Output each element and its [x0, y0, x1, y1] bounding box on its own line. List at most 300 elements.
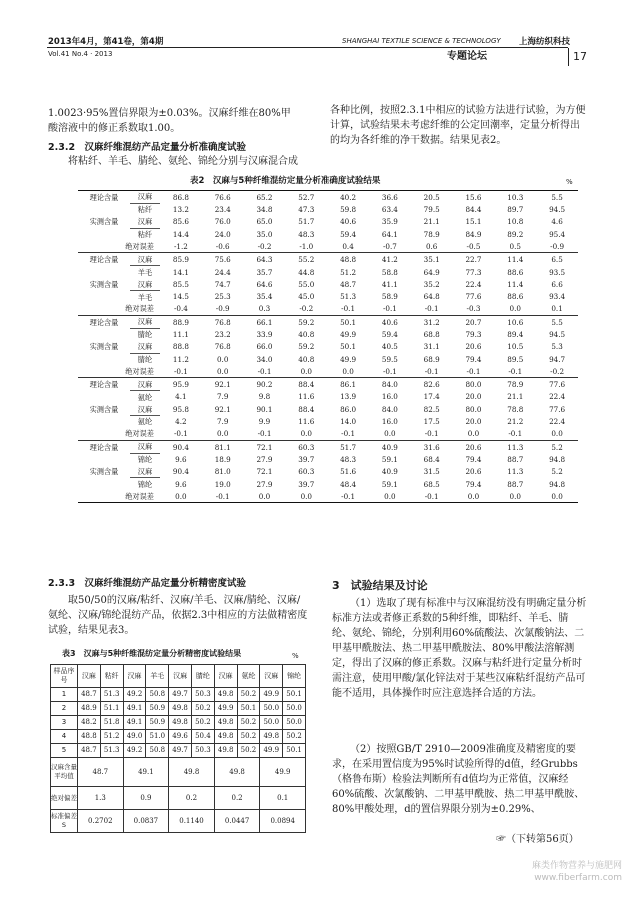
- table2-cell: 4.1: [175, 392, 187, 402]
- fiber-header: 粘纤: [100, 665, 123, 688]
- table3-cell: 50.3: [191, 688, 214, 702]
- table2-cell: 86.1: [327, 378, 369, 391]
- table2-cell: 85.5: [172, 279, 189, 289]
- fiber-name: 汉麻: [137, 467, 153, 477]
- table2-cell: 36.6: [369, 191, 411, 204]
- table2-cell: 35.9: [381, 217, 398, 227]
- fiber-name: 羊毛: [130, 291, 160, 303]
- table2-cell: 50.1: [340, 342, 357, 352]
- fiber-name: 腈纶: [130, 353, 160, 365]
- table3-row: [51, 730, 306, 744]
- table2-cell: 0.3: [258, 304, 271, 314]
- table2-cell: 20.5: [411, 191, 453, 204]
- table3-cell: 50.4: [191, 730, 214, 744]
- table2-cell: 5.2: [551, 467, 563, 477]
- row-label: 绝对误差: [125, 242, 154, 251]
- table2-cell: 51.3: [340, 292, 357, 302]
- table2-row: [78, 466, 578, 478]
- fiber-name: 汉麻: [137, 217, 153, 227]
- table2-cell: 47.3: [298, 205, 315, 215]
- table2-cell: 52.7: [285, 191, 327, 204]
- table2-row: [78, 303, 578, 315]
- table2-cell: 94.8: [549, 454, 566, 464]
- table2-cell: 7.9: [216, 392, 229, 402]
- fiber-name: 氨纶: [130, 391, 160, 403]
- table2-cell: 20.0: [465, 392, 482, 402]
- table2-cell: 90.4: [160, 440, 202, 453]
- table2-cell: 68.4: [423, 454, 440, 464]
- table2-cell: 51.2: [340, 267, 357, 277]
- table2-cell: 78.9: [423, 229, 440, 239]
- table3-cell: 50.1: [283, 688, 306, 702]
- summary-cell: 0.1140: [169, 810, 215, 833]
- table2-cell: 0.0: [300, 366, 312, 376]
- table2-cell: 84.4: [465, 205, 482, 215]
- fiber-name: 羊毛: [130, 266, 160, 278]
- row-label: [78, 228, 130, 240]
- table2-cell: 78.9: [494, 378, 536, 391]
- table3-summary-row: [51, 787, 306, 810]
- table2-cell: 11.6: [298, 392, 315, 402]
- table2-cell: 0.0: [369, 490, 411, 502]
- table2-cell: 20.0: [465, 417, 482, 427]
- table2-cell: 84.0: [369, 378, 411, 391]
- table3-cell: 49.2: [123, 688, 146, 702]
- table3-cell: 49.8: [214, 716, 237, 730]
- table2-cell: 48.3: [340, 454, 357, 464]
- table2-row: [78, 241, 578, 253]
- summary-cell: 0.9: [123, 787, 169, 810]
- table2-cell: 0.0: [509, 304, 521, 314]
- table2-cell: 77.6: [465, 292, 482, 302]
- table2-cell: 11.6: [298, 417, 315, 427]
- table3-cell: 50.0: [260, 716, 283, 730]
- table2-cell: 0.5: [509, 242, 521, 251]
- table2-cell: 0.0: [216, 354, 229, 364]
- table2-cell: 79.4: [465, 354, 482, 364]
- table3-cell: 50.2: [283, 730, 306, 744]
- row-label: [78, 391, 130, 403]
- table2-cell: 35.1: [411, 253, 453, 266]
- row-label: 绝对误差: [78, 490, 160, 502]
- table2-cell: 0.0: [216, 429, 229, 439]
- table2-row: [78, 416, 578, 428]
- summary-cell: 0.2702: [78, 810, 124, 833]
- summary-cell: 0.2: [169, 787, 215, 810]
- table2-cell: -0.7: [382, 242, 397, 251]
- table3-cell: 50.2: [237, 716, 260, 730]
- table2-cell: 76.8: [214, 342, 231, 352]
- fiber-header: 汉麻: [169, 665, 192, 688]
- table2-cell: -0.1: [341, 429, 356, 439]
- table2-cell: 48.4: [340, 479, 357, 489]
- table2-cell: 16.0: [381, 417, 398, 427]
- table2-cell: 79.3: [465, 329, 482, 339]
- table2-cell: 22.4: [549, 417, 566, 427]
- table2-cell: 82.6: [411, 378, 453, 391]
- fiber-name: 汉麻: [130, 440, 160, 453]
- table2-cell: 5.3: [551, 342, 563, 352]
- journal-volume: Vol.41 No.4 · 2013: [48, 50, 113, 58]
- table2-cell: 49.9: [340, 354, 357, 364]
- table2-row: [78, 341, 578, 353]
- table2-cell: -0.5: [466, 242, 481, 251]
- table3-cell: 51.1: [100, 702, 123, 716]
- table2-cell: 4.6: [551, 217, 563, 227]
- table2-cell: 17.5: [423, 417, 440, 427]
- table2-cell: 55.0: [298, 279, 315, 289]
- table2-cell: 40.9: [369, 440, 411, 453]
- table2-cell: 5.2: [536, 440, 578, 453]
- journal-name-en: SHANGHAI TEXTILE SCIENCE & TECHNOLOGY: [342, 37, 501, 45]
- table2-cell: 64.9: [423, 267, 440, 277]
- table2-cell: 40.5: [381, 342, 398, 352]
- table2-cell: 11.4: [507, 279, 524, 289]
- table3-summary-row: [51, 810, 306, 833]
- table2-cell: 93.4: [549, 292, 566, 302]
- table3-cell: 49.0: [123, 730, 146, 744]
- table2-cell: 58.8: [381, 267, 398, 277]
- table2-cell: 88.6: [507, 267, 524, 277]
- table2-cell: 86.0: [340, 404, 357, 414]
- table3-cell: 51.2: [100, 730, 123, 744]
- table2-cell: 14.0: [340, 417, 357, 427]
- table2-cell: 80.0: [465, 404, 482, 414]
- table3-cell: 50.9: [146, 702, 169, 716]
- table2-cell: 31.6: [411, 440, 453, 453]
- table2-cell: 13.2: [172, 205, 189, 215]
- table2-cell: 65.0: [256, 217, 273, 227]
- table2-cell: 9.6: [175, 479, 187, 489]
- results-paragraph-1: （1）选取了现有标准中与汉麻混纺没有明确定量分析标准方法或者修正系数的5种纤维，即粘纤、羊毛、腈纶、氨纶、锦纶，分别利用60%硫酸法、次氯酸钠法、二甲基甲酰胺法、热二甲基甲酰胺法、80%甲酸法溶解测定，得出了汉麻的修正系数。汉麻与粘纤进行定量分析时需注意，使用甲酸/氯化锌法对于某些汉麻粘纤混纺产品可能不适用，具体操作时应注意选择合适的方法。: [332, 598, 587, 699]
- table2-row: [78, 253, 578, 266]
- table2-cell: 66.0: [256, 342, 273, 352]
- table2-cell: 4.2: [175, 417, 187, 427]
- table3-row: [51, 688, 306, 702]
- table2-cell: 10.3: [494, 191, 536, 204]
- table2-cell: 20.6: [465, 467, 482, 477]
- page-divider: [568, 48, 569, 66]
- table2-row: [78, 328, 578, 340]
- row-label: 实测含量: [89, 342, 119, 352]
- table2-cell: 50.1: [327, 315, 369, 328]
- table2-cell: 95.4: [549, 229, 566, 239]
- table2-cell: -0.1: [424, 429, 439, 439]
- summary-cell: 0.1: [260, 787, 306, 810]
- table2-cell: 59.8: [340, 205, 357, 215]
- table2-cell: 68.5: [423, 479, 440, 489]
- header-rule: [47, 47, 568, 48]
- table2-cell: 23.4: [214, 205, 231, 215]
- table2-cell: 39.7: [298, 479, 315, 489]
- summary-cell: 49.8: [169, 758, 215, 787]
- table2-cell: 17.4: [423, 392, 440, 402]
- left-paragraph-1: 1.0023·95%置信界限为±0.03%。汉麻纤维在80%甲酸溶液中的修正系数取1.00。: [48, 108, 291, 134]
- table2-cell: 90.2: [244, 378, 286, 391]
- table2-cell: 5.5: [536, 315, 578, 328]
- table2-row: [78, 490, 578, 502]
- table2-unit: %: [566, 178, 573, 186]
- table2-cell: 77.6: [536, 378, 578, 391]
- table2-cell: 11.3: [507, 467, 524, 477]
- watermark: 麻类作物营养与施肥网 www.fiberfarm.com: [531, 861, 622, 883]
- table3-cell: 48.7: [78, 688, 101, 702]
- table2-cell: 55.2: [285, 253, 327, 266]
- table2-cell: -1.2: [173, 242, 188, 251]
- sample-number: 1: [51, 688, 78, 702]
- table2-cell: 10.6: [494, 315, 536, 328]
- table2-cell: 0.0: [384, 429, 396, 439]
- table3-row: [51, 702, 306, 716]
- table2-cell: 94.5: [549, 329, 566, 339]
- table2-cell: 31.2: [411, 315, 453, 328]
- table2-cell: 21.1: [423, 217, 440, 227]
- summary-cell: 49.8: [214, 758, 260, 787]
- table3-cell: 51.8: [100, 716, 123, 730]
- table2-cell: 0.0: [342, 366, 354, 376]
- table2-cell: 64.8: [423, 292, 440, 302]
- table2-cell: 68.8: [423, 329, 440, 339]
- table2-cell: 74.7: [214, 279, 231, 289]
- table3-cell: 49.8: [214, 730, 237, 744]
- table2-cell: 58.9: [381, 292, 398, 302]
- row-label: 实测含量: [89, 279, 119, 289]
- fiber-name: 锦纶: [130, 478, 160, 490]
- table2-cell: 78.8: [507, 404, 524, 414]
- row-label: 实测含量: [89, 217, 119, 227]
- table2-cell: 89.2: [507, 229, 524, 239]
- table3-cell: 50.0: [283, 702, 306, 716]
- table3-cell: 49.9: [214, 702, 237, 716]
- sample-number: 5: [51, 744, 78, 758]
- table3-cell: 49.8: [214, 744, 237, 758]
- precision-table: [50, 664, 306, 833]
- table2-cell: 20.7: [453, 315, 495, 328]
- table3-row: [51, 716, 306, 730]
- table2-cell: 88.6: [507, 292, 524, 302]
- table2-cell: 89.4: [507, 329, 524, 339]
- table2-cell: 84.0: [381, 404, 398, 414]
- table3-cell: 49.6: [169, 730, 192, 744]
- table2-cell: 0.0: [551, 429, 563, 439]
- table2-cell: 9.9: [258, 417, 271, 427]
- row-label: [78, 266, 130, 278]
- table2-cell: 35.4: [256, 292, 273, 302]
- table2-cell: 66.1: [244, 315, 286, 328]
- fiber-header: 锦纶: [283, 665, 306, 688]
- table2-cell: 41.1: [381, 279, 398, 289]
- journal-name-cn: 上海纺织科技: [519, 37, 571, 47]
- row-label: [78, 328, 130, 340]
- fiber-name: 汉麻: [137, 279, 153, 289]
- table2-cell: -0.6: [215, 242, 230, 251]
- table3-cell: 50.0: [283, 716, 306, 730]
- table2-cell: 14.1: [172, 267, 189, 277]
- table3-cell: 48.9: [78, 702, 101, 716]
- row-label: 绝对误差: [125, 304, 154, 314]
- right-paragraph-1: 各种比例，按照2.3.1中相应的试验方法进行试验，为方便计算，试验结果未考虑纤维的公定回潮率，定量分析得出的均为各纤维的净干数据。结果见表2。: [330, 105, 586, 146]
- table2-row: [78, 391, 578, 403]
- table2-cell: 48.7: [340, 279, 357, 289]
- table2-row: [78, 365, 578, 377]
- fiber-name: 腈纶: [130, 328, 160, 340]
- table2-cell: 90.1: [256, 404, 273, 414]
- table2-row: [78, 278, 578, 290]
- heading-2-3-3: 2.3.3 汉麻纤维混纺产品定量分析精密度试验: [48, 578, 247, 589]
- table2-cell: -0.1: [257, 366, 272, 376]
- table2-cell: 40.8: [298, 354, 315, 364]
- table3-cell: 50.2: [237, 688, 260, 702]
- table2-cell: 22.4: [549, 392, 566, 402]
- table2-cell: 49.9: [340, 329, 357, 339]
- table2-cell: -0.2: [257, 242, 272, 251]
- table2-cell: 88.9: [160, 315, 202, 328]
- table2-cell: -0.1: [173, 429, 188, 439]
- row-label: 绝对误差: [125, 429, 154, 439]
- table2-cell: 31.5: [423, 467, 440, 477]
- table3-unit: %: [292, 652, 299, 660]
- table3-cell: 50.8: [146, 744, 169, 758]
- left-paragraph-2: 将粘纤、羊毛、腈纶、氨纶、锦纶分别与汉麻混合成: [68, 156, 298, 167]
- table2-cell: -0.1: [257, 429, 272, 439]
- table3-cell: 48.8: [78, 730, 101, 744]
- table2-cell: 0.1: [551, 304, 563, 314]
- results-paragraph-2: （2）按照GB/T 2910—2009准确度及精密度的要求，在采用置信度为95%时试验所得的d值，经Grubbs（格鲁布斯）检验法判断所有d值均为正常值，汉麻经60%硫酸、次氯酸钠、二甲基甲酰胺、热二甲基甲酰胺、80%甲酸处理，d的置信界限分别为±0.29%、: [332, 744, 585, 815]
- table2-cell: 35.2: [423, 279, 440, 289]
- fiber-name: 汉麻: [130, 315, 160, 328]
- table2-cell: 79.4: [465, 479, 482, 489]
- table2-cell: -0.9: [550, 242, 565, 251]
- table2-cell: 59.2: [285, 315, 327, 328]
- table2-cell: 84.9: [465, 229, 482, 239]
- table3-cell: 49.1: [123, 702, 146, 716]
- table2-cell: 34.0: [256, 354, 273, 364]
- table2-cell: 31.1: [423, 342, 440, 352]
- fiber-name: 汉麻: [130, 191, 160, 204]
- table2-cell: 89.5: [507, 354, 524, 364]
- table2-cell: -0.1: [508, 429, 523, 439]
- journal-issue: 2013年4月，第41卷，第4期: [48, 37, 164, 47]
- summary-cell: 0.0837: [123, 810, 169, 833]
- table3-cell: 50.1: [283, 744, 306, 758]
- table3-cell: 50.0: [260, 702, 283, 716]
- table2-cell: 9.6: [175, 454, 187, 464]
- table2-cell: -0.1: [508, 366, 523, 376]
- table2-cell: 88.4: [285, 378, 327, 391]
- fiber-name: 氨纶: [130, 416, 160, 428]
- table2-cell: 40.6: [340, 217, 357, 227]
- table2-row: [78, 378, 578, 391]
- table2-cell: 40.6: [369, 315, 411, 328]
- table3-cell: 50.2: [191, 702, 214, 716]
- table2-cell: 0.0: [467, 429, 480, 439]
- table2-cell: 60.3: [285, 440, 327, 453]
- table2-cell: 6.5: [536, 253, 578, 266]
- table2-cell: 11.4: [494, 253, 536, 266]
- table2-cell: 0.0: [453, 490, 495, 502]
- table2-cell: 24.4: [214, 267, 231, 277]
- table2-cell: -0.2: [299, 304, 314, 314]
- table3-cell: 49.1: [123, 716, 146, 730]
- table2-cell: 45.0: [298, 292, 315, 302]
- table2-cell: 72.1: [244, 440, 286, 453]
- table2-cell: 0.4: [342, 242, 354, 251]
- fiber-header: 汉麻: [123, 665, 146, 688]
- table2-row: [78, 478, 578, 490]
- summary-cell: 0.0447: [214, 810, 260, 833]
- table2-cell: 7.9: [216, 417, 229, 427]
- table2-cell: -0.1: [327, 490, 369, 502]
- table2-cell: 92.1: [202, 378, 244, 391]
- table2-cell: 22.7: [453, 253, 495, 266]
- table2-cell: 9.8: [258, 392, 271, 402]
- row-label: 理论含量: [78, 191, 130, 204]
- table3-cell: 48.7: [78, 744, 101, 758]
- table2-cell: 64.6: [256, 279, 273, 289]
- fiber-name: 汉麻: [130, 378, 160, 391]
- table2-cell: 88.7: [507, 454, 524, 464]
- table3-cell: 49.8: [169, 702, 192, 716]
- table2-cell: -0.1: [341, 304, 356, 314]
- table2-row: [78, 266, 578, 278]
- summary-cell: 1.3: [78, 787, 124, 810]
- table2-cell: 68.9: [423, 354, 440, 364]
- fiber-header: 汉麻: [78, 665, 101, 688]
- table2-cell: 14.4: [172, 229, 189, 239]
- table2-cell: 48.8: [327, 253, 369, 266]
- table2-row: [78, 228, 578, 240]
- table3-cell: 49.9: [260, 744, 283, 758]
- table2-cell: 13.9: [340, 392, 357, 402]
- table2-cell: -0.4: [173, 304, 188, 314]
- table2-cell: 94.7: [549, 354, 566, 364]
- summary-label: 标准偏差S: [51, 810, 78, 833]
- table2-cell: 24.0: [214, 229, 231, 239]
- summary-cell: 48.7: [78, 758, 124, 787]
- table2-cell: 48.3: [298, 229, 315, 239]
- table2-cell: -0.1: [424, 304, 439, 314]
- table2-cell: 82.5: [423, 404, 440, 414]
- table2-row: [78, 203, 578, 215]
- table2-cell: 76.6: [202, 191, 244, 204]
- table2-cell: -0.9: [215, 304, 230, 314]
- table3-cell: 50.8: [146, 688, 169, 702]
- fiber-header: 腈纶: [191, 665, 214, 688]
- table2-cell: -0.2: [550, 366, 565, 376]
- fiber-header: 羊毛: [146, 665, 169, 688]
- fiber-name: 汉麻: [137, 342, 153, 352]
- table2-cell: 85.9: [160, 253, 202, 266]
- sample-number: 4: [51, 730, 78, 744]
- table2-cell: 35.0: [256, 229, 273, 239]
- table2-cell: -1.0: [299, 242, 314, 251]
- table2-cell: 80.0: [453, 378, 495, 391]
- table2-cell: 75.6: [202, 253, 244, 266]
- table2-cell: 51.6: [340, 467, 357, 477]
- table2-row: [78, 216, 578, 228]
- table3-cell: 50.2: [237, 730, 260, 744]
- table2-cell: -0.1: [466, 366, 481, 376]
- table2-cell: 20.6: [465, 342, 482, 352]
- fiber-name: 粘纤: [130, 203, 160, 215]
- table2-row: [78, 403, 578, 415]
- table3-cell: 50.2: [237, 744, 260, 758]
- precision-paragraph: 取50/50的汉麻/粘纤、汉麻/羊毛、汉麻/腈纶、汉麻/氨纶、汉麻/锦纶混纺产品，依据2.3中相应的方法做精密度试验，结果见表3。: [48, 595, 308, 636]
- table2-cell: 10.5: [507, 342, 524, 352]
- row-label: 实测含量: [89, 467, 119, 477]
- table2-cell: 59.5: [381, 354, 398, 364]
- table2-cell: 22.4: [465, 279, 482, 289]
